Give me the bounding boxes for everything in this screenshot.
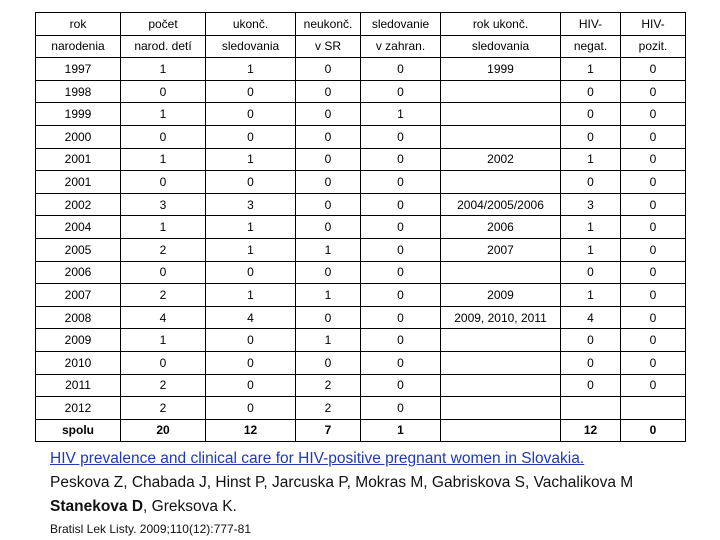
table-cell: 0 [206, 171, 296, 194]
total-row [36, 419, 686, 442]
table-cell: 0 [621, 103, 686, 126]
table-cell: 0 [561, 103, 621, 126]
table-cell: 0 [206, 261, 296, 284]
table-cell: 7 [296, 419, 361, 442]
table-cell: 2010 [36, 351, 121, 374]
table-cell: 0 [361, 374, 441, 397]
table-cell: počet [121, 13, 206, 36]
table-cell: 1 [561, 238, 621, 261]
table-cell: 0 [361, 171, 441, 194]
table-cell: 1999 [36, 103, 121, 126]
header-row [36, 13, 686, 36]
table-cell: 0 [621, 216, 686, 239]
table-cell: 2012 [36, 397, 121, 420]
table-cell: 0 [296, 58, 361, 81]
journal-reference: Bratisl Lek Listy. 2009;110(12):777-81 [50, 522, 252, 536]
table-cell: 0 [121, 80, 206, 103]
table-row [36, 238, 686, 261]
table-cell: 0 [561, 80, 621, 103]
table-row [36, 80, 686, 103]
table-row [36, 261, 686, 284]
table-cell: 20 [121, 419, 206, 442]
table-cell: 2000 [36, 125, 121, 148]
table-cell: 1 [561, 58, 621, 81]
table-cell [441, 261, 561, 284]
table-cell: 0 [296, 193, 361, 216]
table-cell: 2006 [36, 261, 121, 284]
table-cell: 0 [296, 306, 361, 329]
table-row [36, 171, 686, 194]
table-cell: 2006 [441, 216, 561, 239]
table-cell: 2 [121, 238, 206, 261]
table-cell: 0 [296, 125, 361, 148]
table-cell: 1997 [36, 58, 121, 81]
table-cell: 0 [361, 125, 441, 148]
table-cell: 2007 [441, 238, 561, 261]
table-cell: 1 [121, 329, 206, 352]
table-row [36, 306, 686, 329]
table-cell: v SR [296, 35, 361, 58]
table-cell [561, 397, 621, 420]
table-cell: 2009 [36, 329, 121, 352]
table-cell: 1998 [36, 80, 121, 103]
table-cell: pozit. [621, 35, 686, 58]
table-cell: 0 [361, 80, 441, 103]
table-cell: 0 [621, 419, 686, 442]
table-cell: neukonč. [296, 13, 361, 36]
table-cell [441, 329, 561, 352]
table-cell: 1 [206, 148, 296, 171]
table-cell: 0 [121, 171, 206, 194]
table-cell: 0 [361, 329, 441, 352]
table-cell: 2009, 2010, 2011 [441, 306, 561, 329]
table-cell: 2 [121, 397, 206, 420]
table-cell: 0 [121, 125, 206, 148]
table-cell: 3 [121, 193, 206, 216]
table-cell: 2001 [36, 171, 121, 194]
table-cell: 0 [296, 351, 361, 374]
table-cell: 0 [296, 148, 361, 171]
table-cell: 1999 [441, 58, 561, 81]
table-cell: 0 [621, 374, 686, 397]
table-cell: 0 [296, 216, 361, 239]
table-cell: 1 [296, 238, 361, 261]
table-row [36, 103, 686, 126]
table-cell: 1 [561, 216, 621, 239]
table-cell: spolu [36, 419, 121, 442]
table-cell: 1 [361, 103, 441, 126]
table-cell: 0 [361, 216, 441, 239]
table-cell: rok [36, 13, 121, 36]
table-cell: 1 [121, 103, 206, 126]
table-row [36, 397, 686, 420]
table-cell: 0 [361, 397, 441, 420]
table-row [36, 125, 686, 148]
highlighted-author: Stanekova D [50, 498, 144, 515]
table-cell: 1 [561, 148, 621, 171]
table-cell: 0 [621, 261, 686, 284]
table-cell: v zahran. [361, 35, 441, 58]
table-cell: 0 [561, 374, 621, 397]
table-cell: 1 [206, 216, 296, 239]
authors-line-1: Peskova Z, Chabada J, Hinst P, Jarcuska P, Mokras M, Gabriskova S, Vachalikova M [50, 474, 634, 491]
table-cell: 2011 [36, 374, 121, 397]
table-cell: 1 [121, 58, 206, 81]
remaining-authors: , Greksova K. [143, 498, 237, 515]
table-cell: 2008 [36, 306, 121, 329]
table-cell: 0 [621, 58, 686, 81]
table-cell: 3 [561, 193, 621, 216]
article-title[interactable]: HIV prevalence and clinical care for HIV-positive pregnant women in Slovakia. [50, 450, 585, 467]
table-cell: 12 [206, 419, 296, 442]
table-cell: 4 [561, 306, 621, 329]
table-row [36, 284, 686, 307]
table-cell: 3 [206, 193, 296, 216]
table-row [36, 351, 686, 374]
table-cell: 0 [361, 261, 441, 284]
table-cell: 2004/2005/2006 [441, 193, 561, 216]
table-cell: 0 [621, 171, 686, 194]
table-cell: 0 [206, 125, 296, 148]
table-cell: 2 [296, 374, 361, 397]
table-cell: 0 [206, 351, 296, 374]
table-cell: 0 [206, 329, 296, 352]
table-cell: 2002 [441, 148, 561, 171]
table-cell: 0 [121, 351, 206, 374]
table-cell: 1 [206, 58, 296, 81]
table-cell: 2002 [36, 193, 121, 216]
table-cell: 1 [206, 284, 296, 307]
table-cell [441, 80, 561, 103]
table-cell: narod. detí [121, 35, 206, 58]
table-cell: 0 [361, 351, 441, 374]
table-cell: narodenia [36, 35, 121, 58]
table-cell: sledovania [206, 35, 296, 58]
table-cell: 2001 [36, 148, 121, 171]
table-row [36, 374, 686, 397]
table-cell: 1 [121, 148, 206, 171]
header-row [36, 35, 686, 58]
table-cell: 0 [121, 261, 206, 284]
table-cell: 0 [621, 329, 686, 352]
table-cell: 2 [296, 397, 361, 420]
table-cell: 0 [621, 306, 686, 329]
table-cell [441, 374, 561, 397]
table-cell: 2 [121, 374, 206, 397]
table-cell: 1 [561, 284, 621, 307]
table-cell: 0 [296, 171, 361, 194]
table-cell: 0 [561, 329, 621, 352]
table-cell: 12 [561, 419, 621, 442]
table-cell: ukonč. [206, 13, 296, 36]
table-cell: 0 [361, 193, 441, 216]
table-row [36, 193, 686, 216]
table-cell [441, 125, 561, 148]
table-cell: 0 [206, 103, 296, 126]
table-cell: 0 [296, 80, 361, 103]
table-cell: 2004 [36, 216, 121, 239]
table-cell: rok ukonč. [441, 13, 561, 36]
table-cell: 1 [296, 284, 361, 307]
table-cell: 0 [621, 193, 686, 216]
table-row [36, 58, 686, 81]
table-cell: 0 [561, 351, 621, 374]
table-cell: 2005 [36, 238, 121, 261]
table-cell: 0 [206, 374, 296, 397]
table-cell [441, 103, 561, 126]
table-cell: HIV- [561, 13, 621, 36]
table-cell: 0 [361, 238, 441, 261]
table-row [36, 216, 686, 239]
table-row [36, 148, 686, 171]
table-cell: 0 [561, 171, 621, 194]
table-row [36, 329, 686, 352]
table-cell: sledovanie [361, 13, 441, 36]
table-cell: 0 [206, 397, 296, 420]
table-cell: 0 [361, 58, 441, 81]
table-cell: 4 [206, 306, 296, 329]
table-cell: 0 [561, 261, 621, 284]
table-cell: 1 [296, 329, 361, 352]
table-cell: 0 [296, 103, 361, 126]
table-cell: 2007 [36, 284, 121, 307]
table-cell: 0 [296, 261, 361, 284]
table-cell: 0 [621, 351, 686, 374]
table-cell: 0 [561, 125, 621, 148]
table-cell [441, 397, 561, 420]
table-cell [441, 419, 561, 442]
table-cell: 1 [121, 216, 206, 239]
table-cell: 0 [361, 148, 441, 171]
table-cell: 0 [621, 284, 686, 307]
table-cell [621, 397, 686, 420]
table-cell: 0 [361, 284, 441, 307]
authors-line-2 [50, 498, 237, 516]
table-cell: negat. [561, 35, 621, 58]
table-cell: 0 [621, 238, 686, 261]
table-cell: 2 [121, 284, 206, 307]
table-cell: 0 [621, 148, 686, 171]
table-cell [441, 351, 561, 374]
hiv-data-table [35, 12, 686, 442]
table-cell: HIV- [621, 13, 686, 36]
table-cell: 0 [621, 125, 686, 148]
table-cell: 0 [621, 80, 686, 103]
table-cell: sledovania [441, 35, 561, 58]
table-cell: 0 [361, 306, 441, 329]
table-cell: 1 [206, 238, 296, 261]
table-cell: 2009 [441, 284, 561, 307]
table-cell [441, 171, 561, 194]
table-cell: 0 [206, 80, 296, 103]
table-cell: 4 [121, 306, 206, 329]
table-cell: 1 [361, 419, 441, 442]
